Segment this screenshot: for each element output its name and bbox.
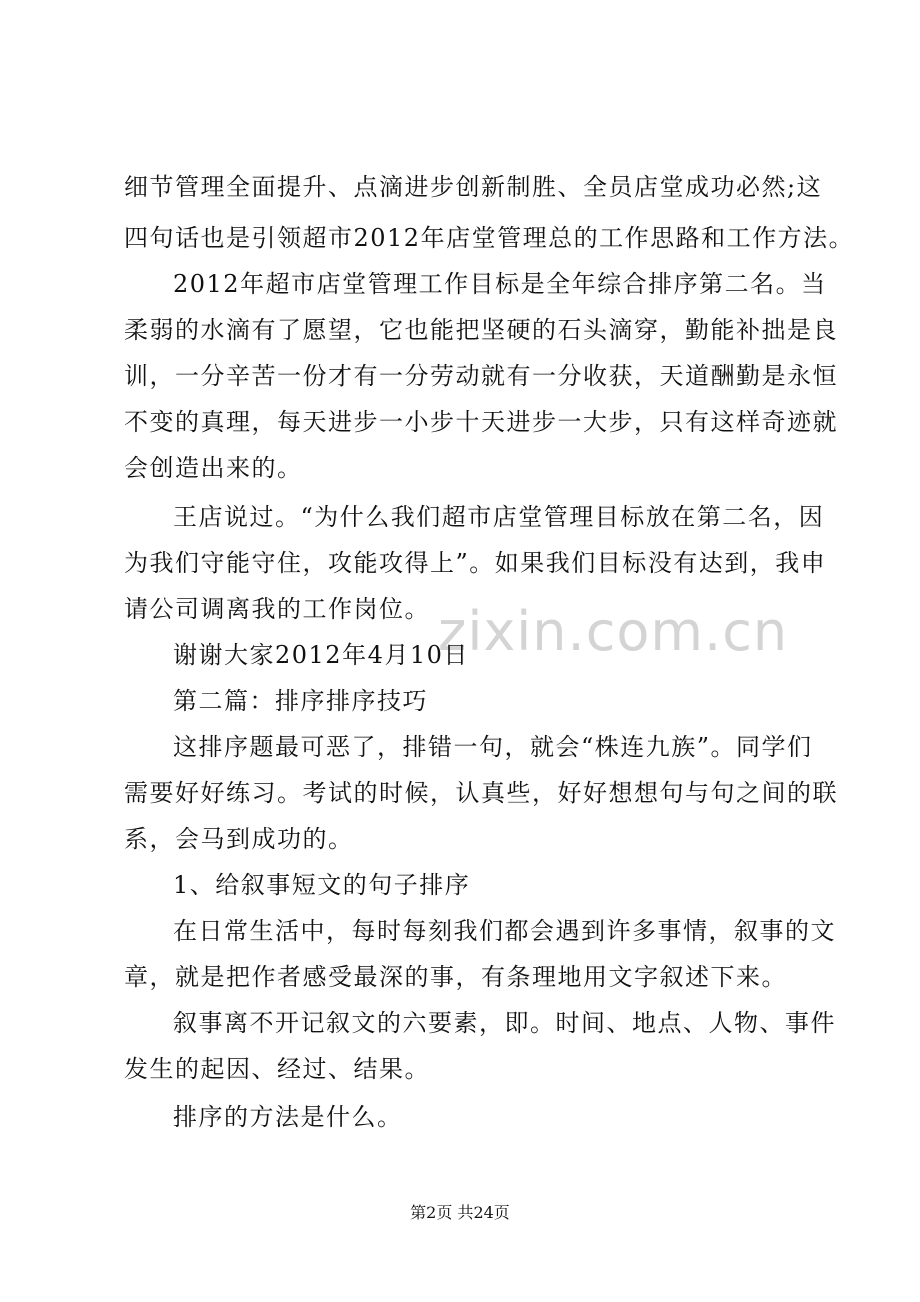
paragraph-line: 请公司调离我的工作岗位。 bbox=[124, 595, 430, 623]
paragraph-line: 这排序题最可恶了，排错一句，就会“株连九族”。同学们 bbox=[173, 733, 813, 761]
subsection-heading: 1、给叙事短文的句子排序 bbox=[173, 871, 471, 899]
paragraph-line: 训，一分辛苦一份才有一分劳动就有一分收获，天道酬勤是永恒 bbox=[124, 362, 838, 390]
paragraph-line: 叙事离不开记叙文的六要素，即。时间、地点、人物、事件 bbox=[173, 1009, 836, 1037]
paragraph-line: 为我们守能守住，攻能攻得上”。如果我们目标没有达到，我申 bbox=[124, 549, 827, 577]
paragraph-line: 发生的起因、经过、结果。 bbox=[124, 1055, 430, 1083]
paragraph-line: 章，就是把作者感受最深的事，有条理地用文字叙述下来。 bbox=[124, 963, 787, 991]
paragraph-line: 细节管理全面提升、点滴进步创新制胜、全员店堂成功必然;这 bbox=[124, 173, 823, 201]
paragraph-line: 王店说过。“为什么我们超市店堂管理目标放在第二名，因 bbox=[173, 503, 825, 531]
paragraph-line: 系，会马到成功的。 bbox=[124, 825, 354, 853]
paragraph-line: 四句话也是引领超市2012年店堂管理总的工作思路和工作方法。 bbox=[124, 224, 855, 252]
page-number-footer: 第2页 共24页 bbox=[410, 1203, 510, 1222]
paragraph-line: 不变的真理，每天进步一小步十天进步一大步，只有这样奇迹就 bbox=[124, 408, 838, 436]
section-heading: 第二篇：排序排序技巧 bbox=[173, 687, 428, 715]
paragraph-line: 在日常生活中，每时每刻我们都会遇到许多事情，叙事的文 bbox=[173, 917, 836, 945]
paragraph-line: 需要好好练习。考试的时候，认真些，好好想想句与句之间的联 bbox=[124, 779, 838, 807]
paragraph-line: 柔弱的水滴有了愿望，它也能把坚硬的石头滴穿，勤能补拙是良 bbox=[124, 316, 838, 344]
signature-line: 谢谢大家2012年4月10日 bbox=[173, 641, 469, 669]
paragraph-line: 排序的方法是什么。 bbox=[173, 1103, 403, 1131]
watermark: zixin.com.cn bbox=[438, 600, 789, 663]
paragraph-line: 2012年超市店堂管理工作目标是全年综合排序第二名。当 bbox=[173, 270, 827, 298]
paragraph-line: 会创造出来的。 bbox=[124, 454, 303, 482]
